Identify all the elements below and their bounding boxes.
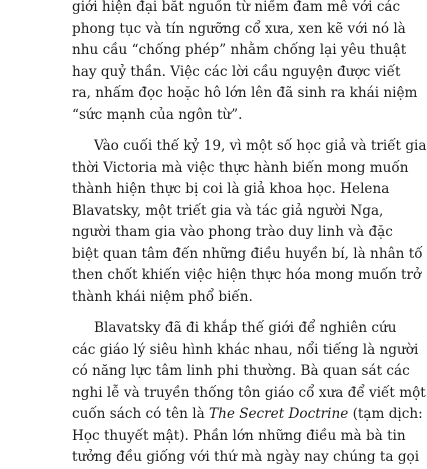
text-line: ra, nhấm đọc hoặc hô lớn lên đã sinh ra khái niệm xyxy=(72,85,418,101)
text-line: thời Victoria mà việc thực hành biến mong muốn xyxy=(72,159,409,176)
paragraph-1 xyxy=(72,0,418,126)
text-line: Học thuyết mật). Phần lớn những điều mà bà tin xyxy=(72,427,406,444)
text-line-with-book-title xyxy=(72,404,423,426)
text-line: then chốt khiến việc hiện thực hóa mong muốn trở xyxy=(72,267,422,283)
text-line: “sức mạnh của ngôn từ”. xyxy=(72,106,243,123)
book-title: The Secret Doctrine xyxy=(209,406,349,422)
text-line: Blavatsky đã đi khắp thế giới để nghiên cứu xyxy=(94,320,397,336)
text-line: các giáo lý siêu hình khác nhau, nổi tiếng là người xyxy=(72,341,419,358)
text-fragment: (tạm dịch: xyxy=(348,406,423,422)
text-line: Blavatsky, một triết gia và tác giả người Nga, xyxy=(72,202,384,219)
text-line: thành khái niệm phổ biến. xyxy=(72,288,253,305)
paragraph-2 xyxy=(72,136,427,308)
text-line: tưởng đều giống với thứ mà ngày nay chúng ta gọi xyxy=(72,449,420,465)
text-line: nhu cầu “chống phép” nhằm chống lại yêu thuật xyxy=(72,42,407,58)
text-fragment: cuốn sách có tên là xyxy=(72,406,210,422)
body-text xyxy=(72,0,427,469)
text-line: nghi lễ và truyền thống tôn giáo cổ xưa để viết một xyxy=(72,384,426,401)
text-line: biệt quan tâm đến những điều huyền bí, là nhân tố xyxy=(72,245,423,262)
text-line: Vào cuối thế kỷ 19, vì một số học giả và triết gia xyxy=(94,138,427,154)
text-line: giới hiện đại bắt nguồn từ niềm đam mê với các xyxy=(72,0,401,15)
text-line: người tham gia vào phong trào duy linh và đặc xyxy=(72,224,393,240)
paragraph-3 xyxy=(72,318,426,469)
text-line: hay quỷ thần. Việc các lời cầu nguyện được viết xyxy=(72,63,401,80)
text-line: phong tục và tín ngưỡng cổ xưa, xen kẽ với nó là xyxy=(72,20,406,37)
text-line: có năng lực tâm linh phi thường. Bà quan sát các xyxy=(72,363,410,379)
text-line: thành hiện thực bị coi là giả khoa học. Helena xyxy=(72,181,390,197)
